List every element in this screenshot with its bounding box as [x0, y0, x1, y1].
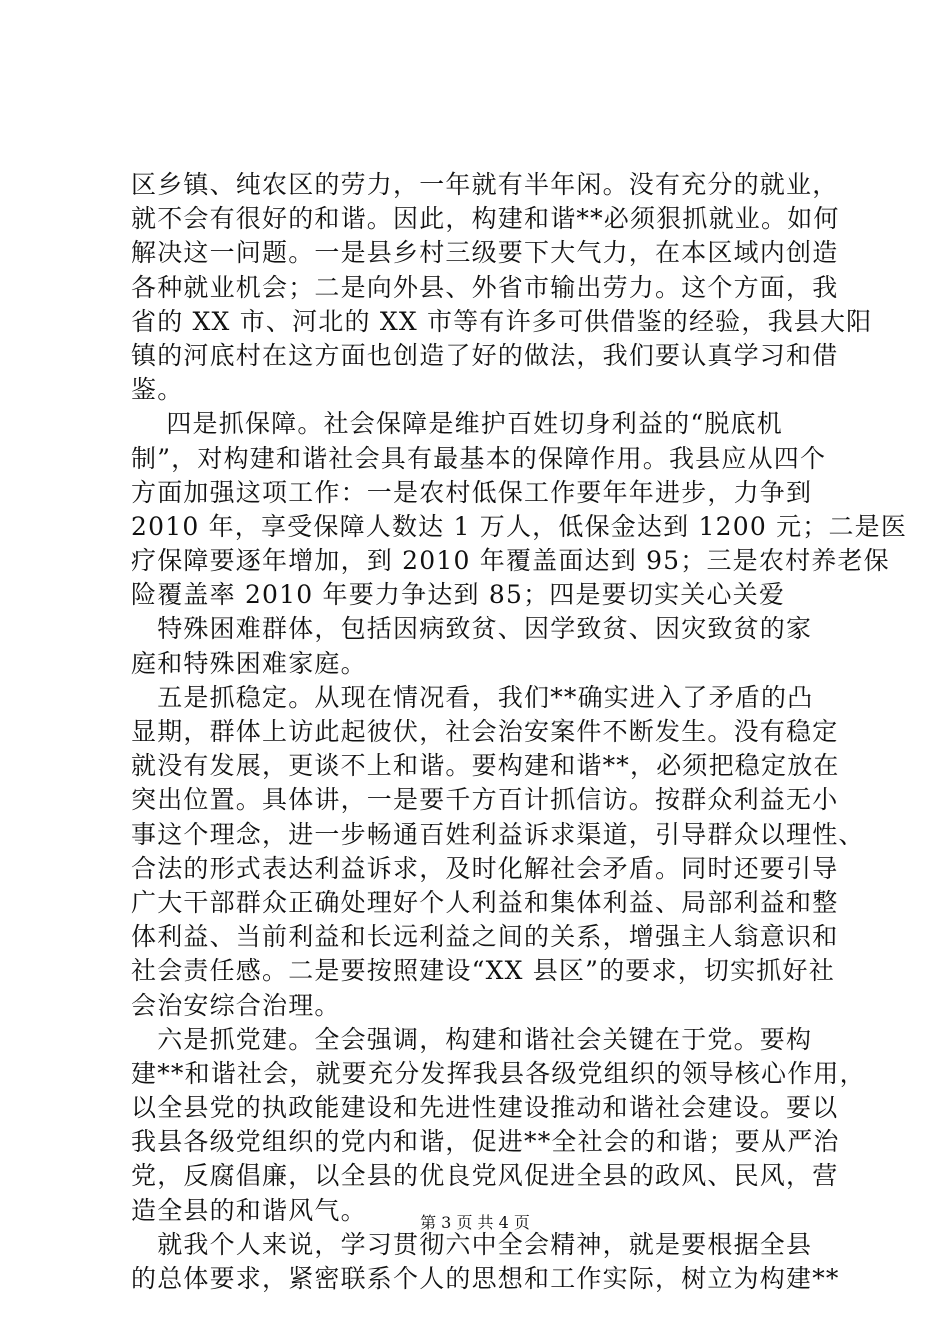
text-line: 各种就业机会；二是向外县、外省市输出劳力。这个方面，我 [131, 272, 839, 302]
text-line: 四是抓保障。社会保障是维护百姓切身利益的“脱底机 [131, 409, 783, 439]
text-line: 就不会有很好的和谐。因此，构建和谐**必须狠抓就业。如何 [131, 204, 840, 234]
text-line: 险覆盖率 2010 年要力争达到 85；四是要切实关心关爱 [131, 580, 786, 610]
text-line: 镇的河底村在这方面也创造了好的做法，我们要认真学习和借 [131, 340, 839, 370]
text-line: 广大干部群众正确处理好个人利益和集体利益、局部利益和整 [131, 887, 839, 917]
text-line: 区乡镇、纯农区的劳力，一年就有半年闲。没有充分的就业， [131, 170, 839, 199]
text-line: 2010 年，享受保障人数达 1 万人，低保金达到 1200 元；二是医 [131, 511, 908, 541]
text-line: 会治安综合治理。 [131, 990, 341, 1020]
text-line: 五是抓稳定。从现在情况看，我们**确实进入了矛盾的凸 [131, 682, 814, 712]
text-line: 就我个人来说，学习贯彻六中全会精神，就是要根据全县 [131, 1229, 813, 1259]
text-line: 的总体要求，紧密联系个人的思想和工作实际，树立为构建** [131, 1264, 840, 1293]
text-line: 特殊困难群体，包括因病致贫、因学致贫、因灾致贫的家 [131, 614, 813, 644]
text-line: 显期，群体上访此起彼伏，社会治安案件不断发生。没有稳定 [131, 717, 839, 746]
text-line: 合法的形式表达利益诉求，及时化解社会矛盾。同时还要引导 [131, 853, 839, 883]
text-line: 体利益、当前利益和长远利益之间的关系，增强主人翁意识和 [131, 922, 839, 952]
text-line: 以全县党的执政能建设和先进性建设推动和谐社会建设。要以 [131, 1093, 839, 1123]
text-line: 就没有发展，更谈不上和谐。要构建和谐**，必须把稳定放在 [131, 751, 840, 781]
text-line: 鉴。 [131, 375, 184, 405]
text-line: 建**和谐社会，就要充分发挥我县各级党组织的领导核心作用， [131, 1058, 866, 1088]
text-line: 庭和特殊困难家庭。 [131, 648, 367, 678]
text-line: 造全县的和谐风气。 [131, 1195, 367, 1225]
document-body [131, 168, 908, 1296]
text-line: 六是抓党建。全会强调，构建和谐社会关键在于党。要构 [131, 1024, 813, 1054]
text-line: 方面加强这项工作：一是农村低保工作要年年进步，力争到 [131, 477, 813, 507]
text-line: 制”，对构建和谐社会具有最基本的保障作用。我县应从四个 [131, 443, 827, 473]
text-line: 党，反腐倡廉，以全县的优良党风促进全县的政风、民风，营 [131, 1161, 839, 1191]
text-line: 我县各级党组织的党内和谐，促进**全社会的和谐；要从严治 [131, 1127, 840, 1157]
text-line: 省的 XX 市、河北的 XX 市等有许多可供借鉴的经验，我县大阳 [131, 306, 873, 336]
text-line: 社会责任感。二是要按照建设“XX 县区”的要求，切实抓好社 [131, 956, 835, 986]
text-line: 突出位置。具体讲，一是要千方百计抓信访。按群众利益无小 [131, 785, 839, 815]
text-line: 疗保障要逐年增加，到 2010 年覆盖面达到 95；三是农村养老保 [131, 546, 890, 576]
page-footer: 第 3 页 共 4 页 [420, 1213, 530, 1232]
text-line: 事这个理念，进一步畅通百姓利益诉求渠道，引导群众以理性、 [131, 819, 865, 849]
text-line: 解决这一问题。一是县乡村三级要下大气力，在本区域内创造 [131, 238, 839, 268]
